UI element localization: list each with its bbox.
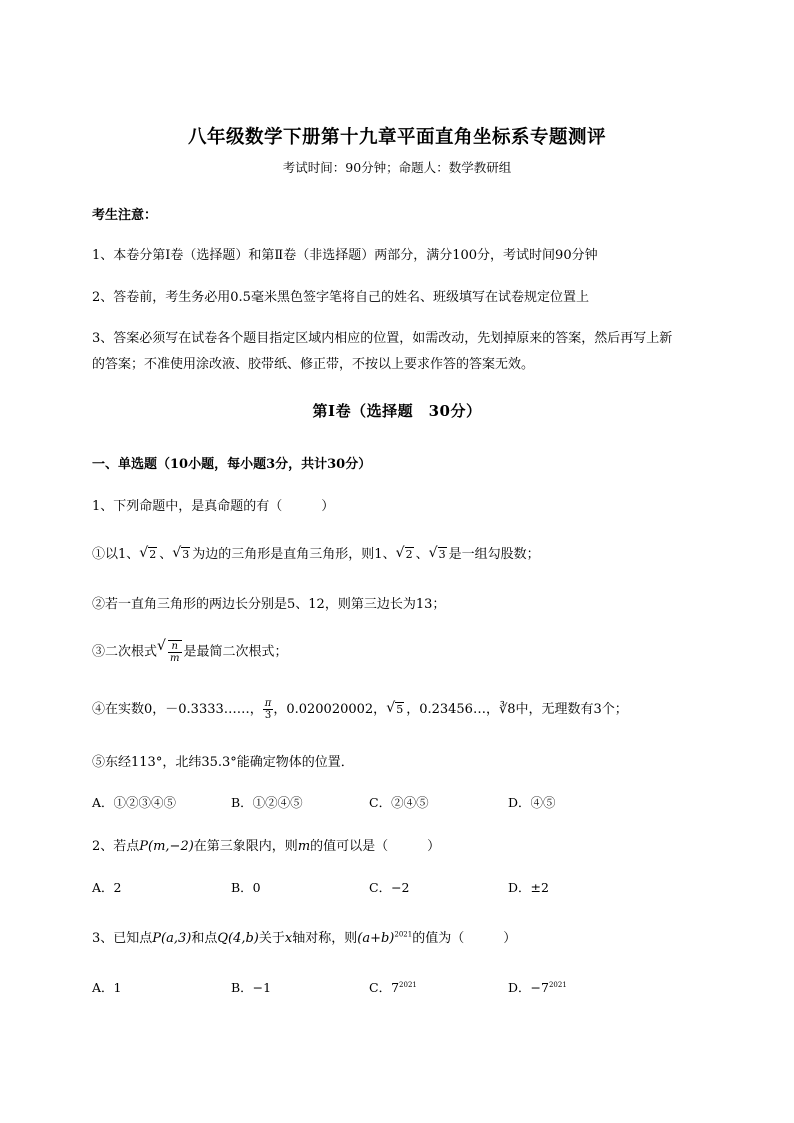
question-1-stem: 1、下列命题中，是真命题的有（ ） [92,499,335,514]
q1-option-d: D．④⑤ [508,795,556,810]
question-1-statement-1: ①以1、√ 2 、√ 3 为边的三角形是直角三角形，则1、√ 2 、√ 3 是一组勾股数； [92,543,540,562]
q1-option-c: C．②④⑤ [369,795,429,810]
note-item: 1、本卷分第Ⅰ卷（选择题）和第Ⅱ卷（非选择题）两部分，满分100分，考试时间90分钟 [92,248,598,263]
q2-option-a: A．2 [92,880,122,895]
q1-option-a: A．①②③④⑤ [92,795,177,810]
q2-option-b: B．0 [231,880,261,895]
exam-info: 考试时间：90分钟；命题人：数学教研组 [282,160,512,175]
section-title: 第Ⅰ卷（选择题 30分） [312,402,482,420]
note-item: 3、答案必须写在试卷各个题目指定区域内相应的位置，如需改动，先划掉原来的答案，然后再写上新 [92,331,673,346]
q2-option-d: D．±2 [508,880,549,895]
page-title: 八年级数学下册第十九章平面直角坐标系专题测评 [187,127,606,148]
note-item: 2、答卷前，考生务必用0.5毫米黑色签字笔将自己的姓名、班级填写在试卷规定位置上 [92,290,589,305]
question-1-statement-5: ⑤东经113°，北纬35.3°能确定物体的位置． [92,755,354,770]
question-1-statement-4: ④在实数0，－0.3333……， $\frac{\pi}{3}$ ，0.020020002，√ 5 ，0.23456…，∛8中，无理数有3个； [92,698,628,721]
q3-option-c: C．$7^{2021}$ [369,980,417,995]
q2-option-c: C．−2 [369,880,410,895]
q3-option-a: A．1 [92,980,122,995]
note-item: 的答案；不准使用涂改液、胶带纸、修正带，不按以上要求作答的答案无效。 [92,357,535,372]
question-3-stem: 3、已知点P(a,3)和点Q(4,b)关于x轴对称，则$(a+b)^{2021}$的值为（ ） [92,930,517,946]
q1-option-b: B．①②④⑤ [231,795,303,810]
q3-option-b: B．−1 [231,980,272,995]
question-1-statement-2: ②若一直角三角形的两边长分别是5、12，则第三边长为13； [92,597,446,612]
notes-heading: 考生注意： [92,208,158,223]
question-2-stem: 2、若点P(m,−2)在第三象限内，则m的值可以是（ ） [92,839,441,854]
question-1-statement-3: ③二次根式 √ $\frac{n}{m}$ 是最简二次根式； [92,640,288,664]
q3-option-d: D．$-7^{2021}$ [508,980,567,995]
part-heading: 一、单选题（10小题，每小题3分，共计30分） [92,457,372,472]
